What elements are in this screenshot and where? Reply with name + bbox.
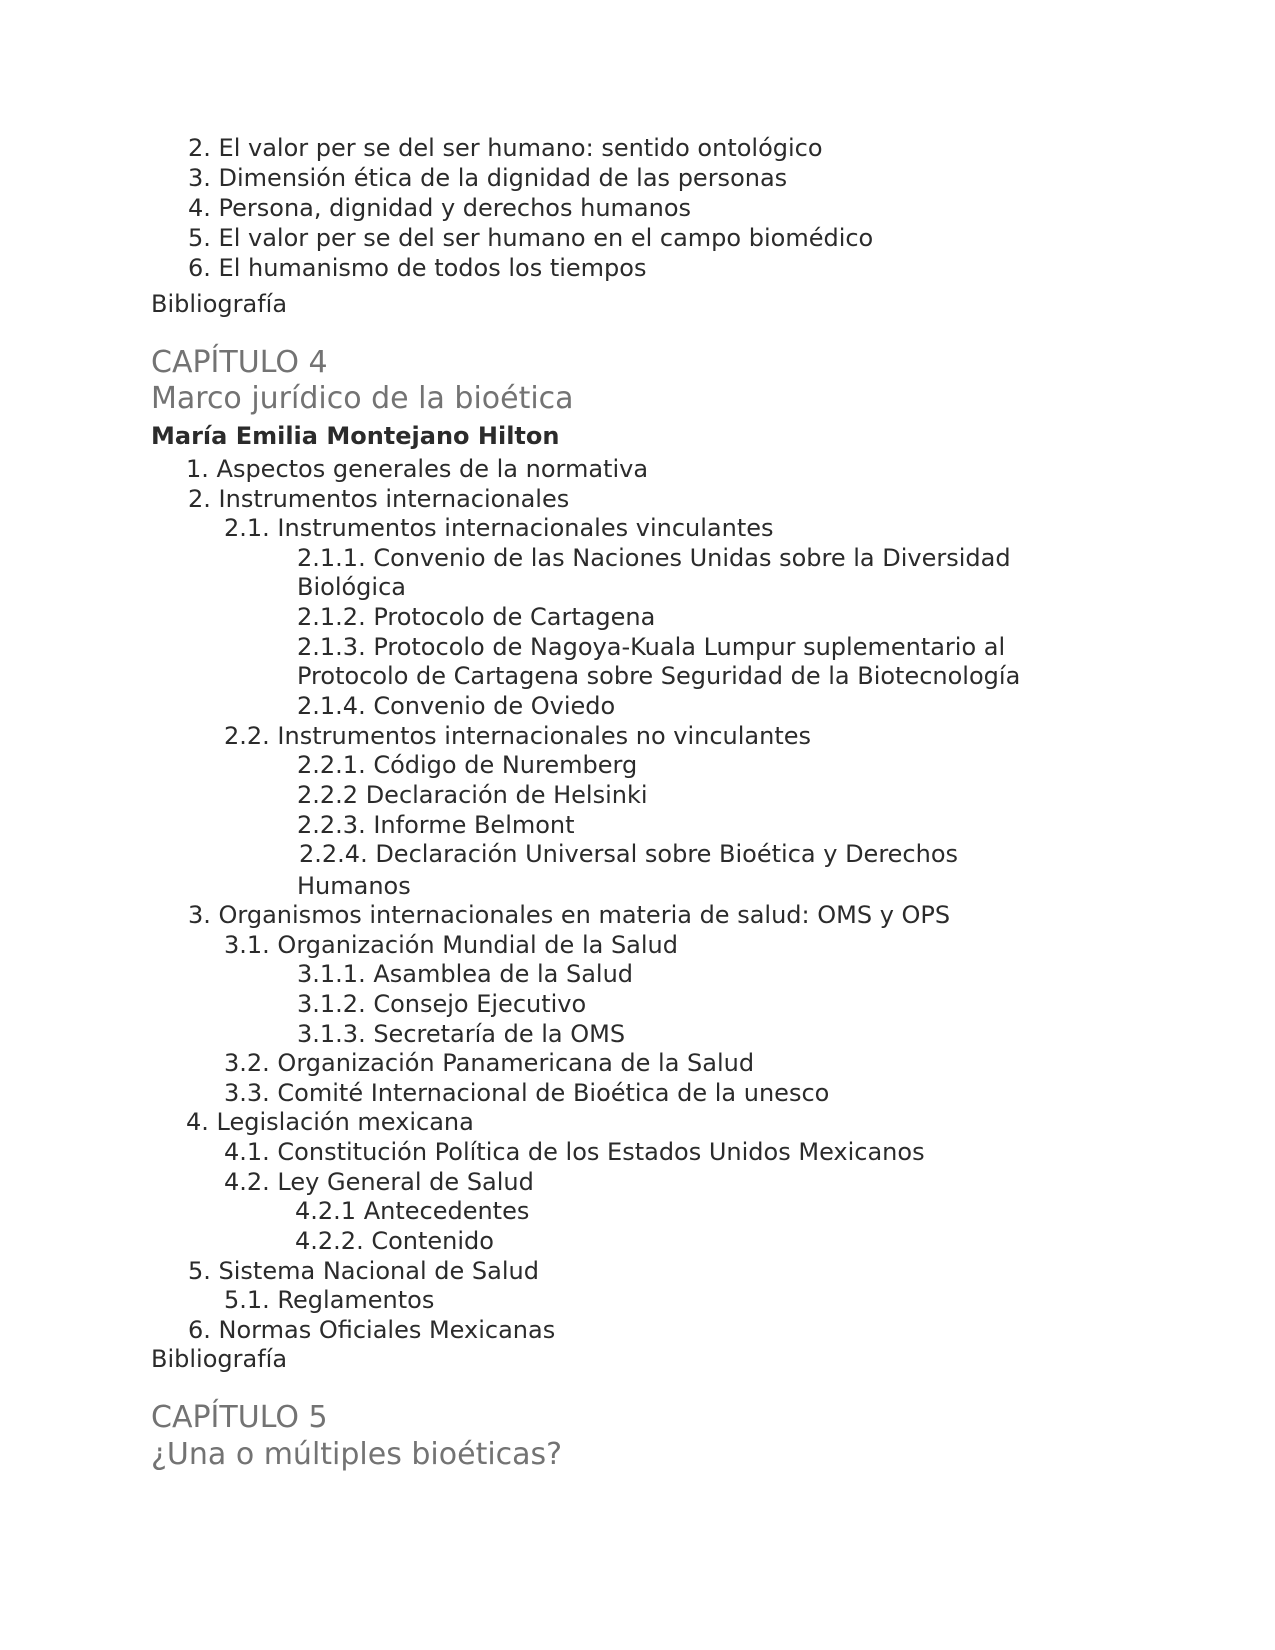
toc-item: 2.1.3. Protocolo de Nagoya-Kuala Lumpur suplementario al [297,633,1006,661]
toc-item: 2. Instrumentos internacionales [188,485,570,513]
toc-item: 4.2.2. Contenido [295,1227,494,1255]
chapter-title: Marco jurídico de la bioética [151,381,574,416]
toc-item: 2.2.1. Código de Nuremberg [297,751,638,779]
toc-item: 2.2.3. Informe Belmont [297,811,575,839]
bibliography-heading: Bibliografía [151,1345,288,1373]
toc-item: 2.2.4. Declaración Universal sobre Bioética y Derechos [299,840,959,868]
toc-item: 5. El valor per se del ser humano en el campo biomédico [188,224,874,252]
toc-item: 4.1. Constitución Política de los Estados Unidos Mexicanos [224,1138,925,1166]
toc-item: 2.1. Instrumentos internacionales vinculantes [224,514,774,542]
chapter-author: María Emilia Montejano Hilton [151,422,560,450]
toc-item: 3. Dimensión ética de la dignidad de las personas [188,164,788,192]
chapter-title: ¿Una o múltiples bioéticas? [151,1437,563,1472]
chapter-number: CAPÍTULO 5 [151,1400,328,1435]
toc-item-continuation: Biológica [297,573,406,601]
toc-item: 5.1. Reglamentos [224,1286,435,1314]
toc-item: 4.2. Ley General de Salud [224,1168,534,1196]
toc-item: 2.1.2. Protocolo de Cartagena [297,603,656,631]
toc-item: 2.2.2 Declaración de Helsinki [297,781,648,809]
toc-item: 2.2. Instrumentos internacionales no vinculantes [224,722,812,750]
toc-item: 3.2. Organización Panamericana de la Salud [224,1049,755,1077]
toc-item: 2. El valor per se del ser humano: sentido ontológico [188,134,823,162]
bibliography-heading: Bibliografía [151,290,288,318]
toc-item-continuation: Protocolo de Cartagena sobre Seguridad de la Biotecnología [297,662,1021,690]
toc-item: 5. Sistema Nacional de Salud [188,1257,539,1285]
toc-item: 4. Persona, dignidad y derechos humanos [188,194,692,222]
toc-item: 4.2.1 Antecedentes [295,1197,530,1225]
toc-item: 3. Organismos internacionales en materia de salud: OMS y OPS [188,901,951,929]
toc-item: 3.1.1. Asamblea de la Salud [297,960,634,988]
toc-item-continuation: Humanos [297,872,411,900]
toc-item: 2.1.4. Convenio de Oviedo [297,692,616,720]
toc-item: 4. Legislación mexicana [186,1108,474,1136]
toc-item: 3.1.2. Consejo Ejecutivo [297,990,587,1018]
toc-item: 3.1. Organización Mundial de la Salud [224,931,678,959]
toc-item: 2.1.1. Convenio de las Naciones Unidas sobre la Diversidad [297,544,1011,572]
toc-item: 3.1.3. Secretaría de la OMS [297,1020,626,1048]
toc-item: 3.3. Comité Internacional de Bioética de la unesco [224,1079,830,1107]
chapter-number: CAPÍTULO 4 [151,345,328,380]
toc-item: 6. El humanismo de todos los tiempos [188,254,647,282]
toc-item: 6. Normas Oficiales Mexicanas [188,1316,556,1344]
toc-item: 1. Aspectos generales de la normativa [186,455,649,483]
